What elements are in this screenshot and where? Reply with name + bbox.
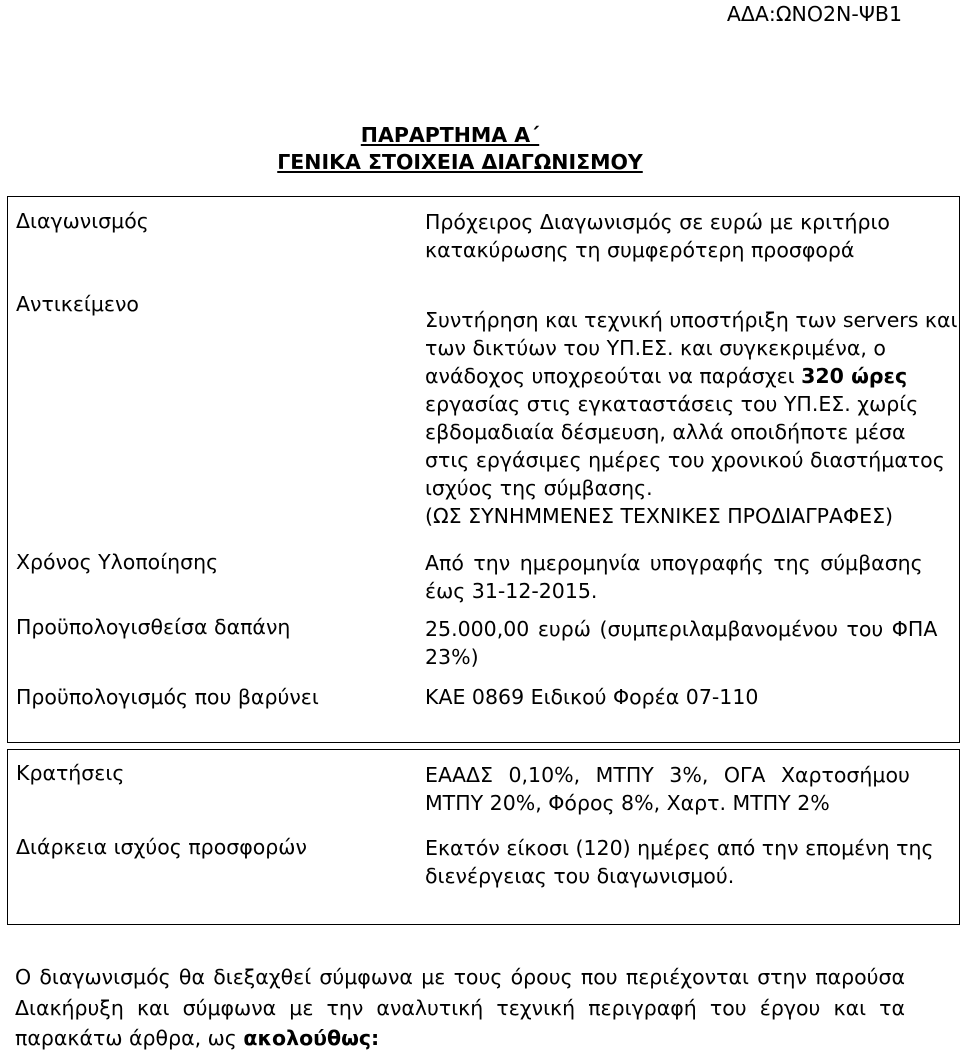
row-label-competition: Διαγωνισμός — [16, 209, 149, 233]
row-value-implementation-time: Από την ημερομηνία υπογραφής της σύμβασης έως 31-12-2015. — [425, 551, 923, 603]
row-value-estimated-cost: 25.000,00 ευρώ (συμπεριλαμβανομένου του ΦΠΑ 23%) — [425, 617, 938, 669]
hours-highlight: 320 ώρες — [801, 364, 908, 388]
row-label-offer-validity: Διάρκεια ισχύος προσφορών — [16, 835, 307, 859]
row-label-implementation-time: Χρόνος Υλοποίησης — [16, 550, 219, 574]
terms-paragraph: Ο διαγωνισμός θα διεξαχθεί σύμφωνα με τους όρους που περιέχονται στην παρούσα Διακήρυξη και σύμφωνα με την αναλυτική τεχνική περιγραφή του έργου και τα παρακάτω άρθρα, ως ακολούθως: — [15, 965, 905, 1050]
row-label-estimated-cost: Προϋπολογισθείσα δαπάνη — [16, 615, 291, 639]
row-value-competition: Πρόχειρος Διαγωνισμός σε ευρώ με κριτήριο κατακύρωσης τη συμφερότερη προσφορά — [425, 210, 890, 262]
following-bold: ακολούθως: — [243, 1026, 380, 1050]
row-value-offer-validity: Εκατόν είκοσι (120) ημέρες από την επομένη της διενέργειας του διαγωνισμού. — [425, 836, 934, 888]
row-label-budget-charged: Προϋπολογισμός που βαρύνει — [16, 685, 319, 709]
ada-code: ΑΔΑ:ΩΝΟ2Ν-ΨΒ1 — [726, 2, 902, 26]
row-label-deductions: Κρατήσεις — [16, 761, 125, 785]
annex-title: ΠΑΡΑΡΤΗΜΑ Α΄ — [360, 123, 540, 147]
row-value-budget-charged: ΚΑΕ 0869 Ειδικού Φορέα 07-110 — [425, 685, 759, 709]
annex-subtitle: ΓΕΝΙΚΑ ΣΤΟΙΧΕΙΑ ΔΙΑΓΩΝΙΣΜΟΥ — [277, 150, 643, 174]
row-value-deductions: ΕΑΑΔΣ 0,10%, ΜΤΠΥ 3%, ΟΓΑ Χαρτοσήμου ΜΤΠΥ 20%, Φόρος 8%, Χαρτ. ΜΤΠΥ 2% — [425, 763, 910, 815]
row-value-subject: Συντήρηση και τεχνική υποστήριξη των servers και των δικτύων του ΥΠ.ΕΣ. και συγκεκριμένα, ο ανάδοχος υποχρεούται να παράσχει 320 ώρες εργασίας στις εγκαταστάσεις του ΥΠ.ΕΣ. χωρίς εβδομαδιαία δέσμευση, αλλά οποιδήποτε μέσα στις εργάσιμες ημέρες του χρονικού διαστήματος ισχύος της σύμβασης. (ΩΣ ΣΥΝΗΜΜΕΝΕΣ ΤΕΧΝΙΚΕΣ ΠΡΟΔΙΑΓΡΑΦΕΣ) — [425, 308, 958, 528]
row-label-subject: Αντικείμενο — [16, 292, 139, 316]
